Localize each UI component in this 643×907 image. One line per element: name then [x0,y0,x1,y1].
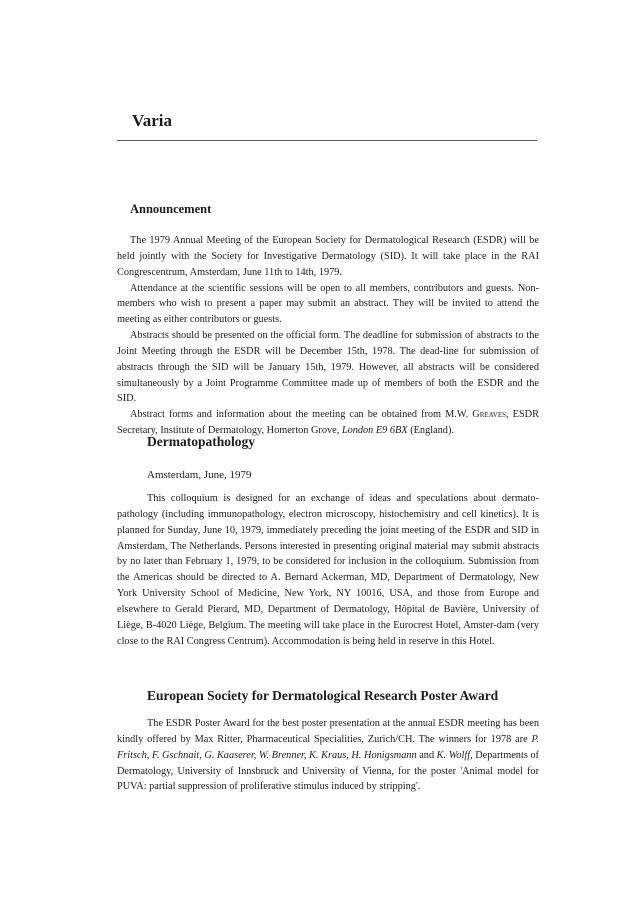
announcement-heading: Announcement [130,202,212,216]
section-title: Varia [132,111,172,130]
announcement-paragraph: The 1979 Annual Meeting of the European Society for Dermatological Research (ESDR) will be held jointly with the Society for Investigative Dermatology (SID). It will take place in the RAI Congrescentrum, Amsterdam, June 11th to 14th, 1979. [117,235,539,278]
dermatopathology-subheading: Amsterdam, June, 1979 [147,469,252,481]
announcement-paragraph: Attendance at the scientific sessions will be open to all members, contributors and guests. Non-members who wish to present a paper may submit an abstract. They will be invited to attend the meeting as either contributors or guests. [117,282,539,326]
title-divider [117,140,537,141]
winners-list: P. Fritsch, F. Gschnait, G. Kaaserer, W. Brenner, K. Kraus, H. Honigsmann [117,733,539,761]
poster-award-heading: European Society for Dermatological Research Poster Award [147,688,499,703]
poster-award-body [117,716,539,795]
announcement-body [117,233,539,439]
dermatopathology-body [117,491,539,649]
announcement-paragraph-contact: Abstract forms and information about the meeting can be obtained from M.W. Greaves, ESDR Secretary, Institute of Dermatology, Homerton Grove, London E9 6BX (England). [117,409,539,437]
dermatopathology-heading: Dermatopathology [147,434,255,449]
postal-address: London E9 6BX [341,425,408,437]
poster-award-paragraph: The ESDR Poster Award for the best poster presentation at the annual ESDR meeting has been kindly offered by Max Ritter, Pharmaceutical Specialities, Zurich/CH. The winners for 1978 are P. Fritsch, F. Gschnait, G. Kaaserer, W. Brenner, K. Kraus, H. Honigsmann and K. Wolff, Departments of Dermatology, University of Innsbruck and University of Vienna, for the poster 'Animal model for PUVA: partial suppression of proliferative stimulus induced by stripping'. [117,718,539,793]
secretary-name: Greaves [472,409,507,421]
announcement-paragraph: Abstracts should be presented on the official form. The deadline for submission of abstracts to the Joint Meeting through the ESDR will be December 15th, 1978. The dead-line for submission of abstracts through the SID will be January 15th, 1979. However, all abstracts will be considered simultaneously by a Joint Programme Committee made up of members of both the ESDR and the SID. [117,330,539,405]
winner-last: K. Wolff [436,749,471,761]
dermatopathology-paragraph: This colloquium is designed for an exchange of ideas and speculations about dermato-pathology (including immunopathology, electron microscopy, histochemistry and cell kinetics). It is planned for Sunday, June 10, 1979, immediately preceding the joint meeting of the ESDR and SID in Amsterdam, The Netherlands. Persons interested in presenting original material may submit abstracts by no later than February 1, 1979, to be considered for inclusion in the colloquium. Submission from the Americas should be directed to A. Bernard Ackerman, MD, Department of Dermatology, New York University School of Medicine, New York, NY 10016, USA, and those from Europe and elsewhere to Gerald Pierard, MD, Department of Dermatology, Hôpital de Bavière, University of Liège, B-4020 Liège, Belgium. The meeting will take place in the Eurocrest Hotel, Amster-dam (very close to the RAI Congress Centrum). Accommodation is being held in reserve in this Hotel. [117,493,539,647]
